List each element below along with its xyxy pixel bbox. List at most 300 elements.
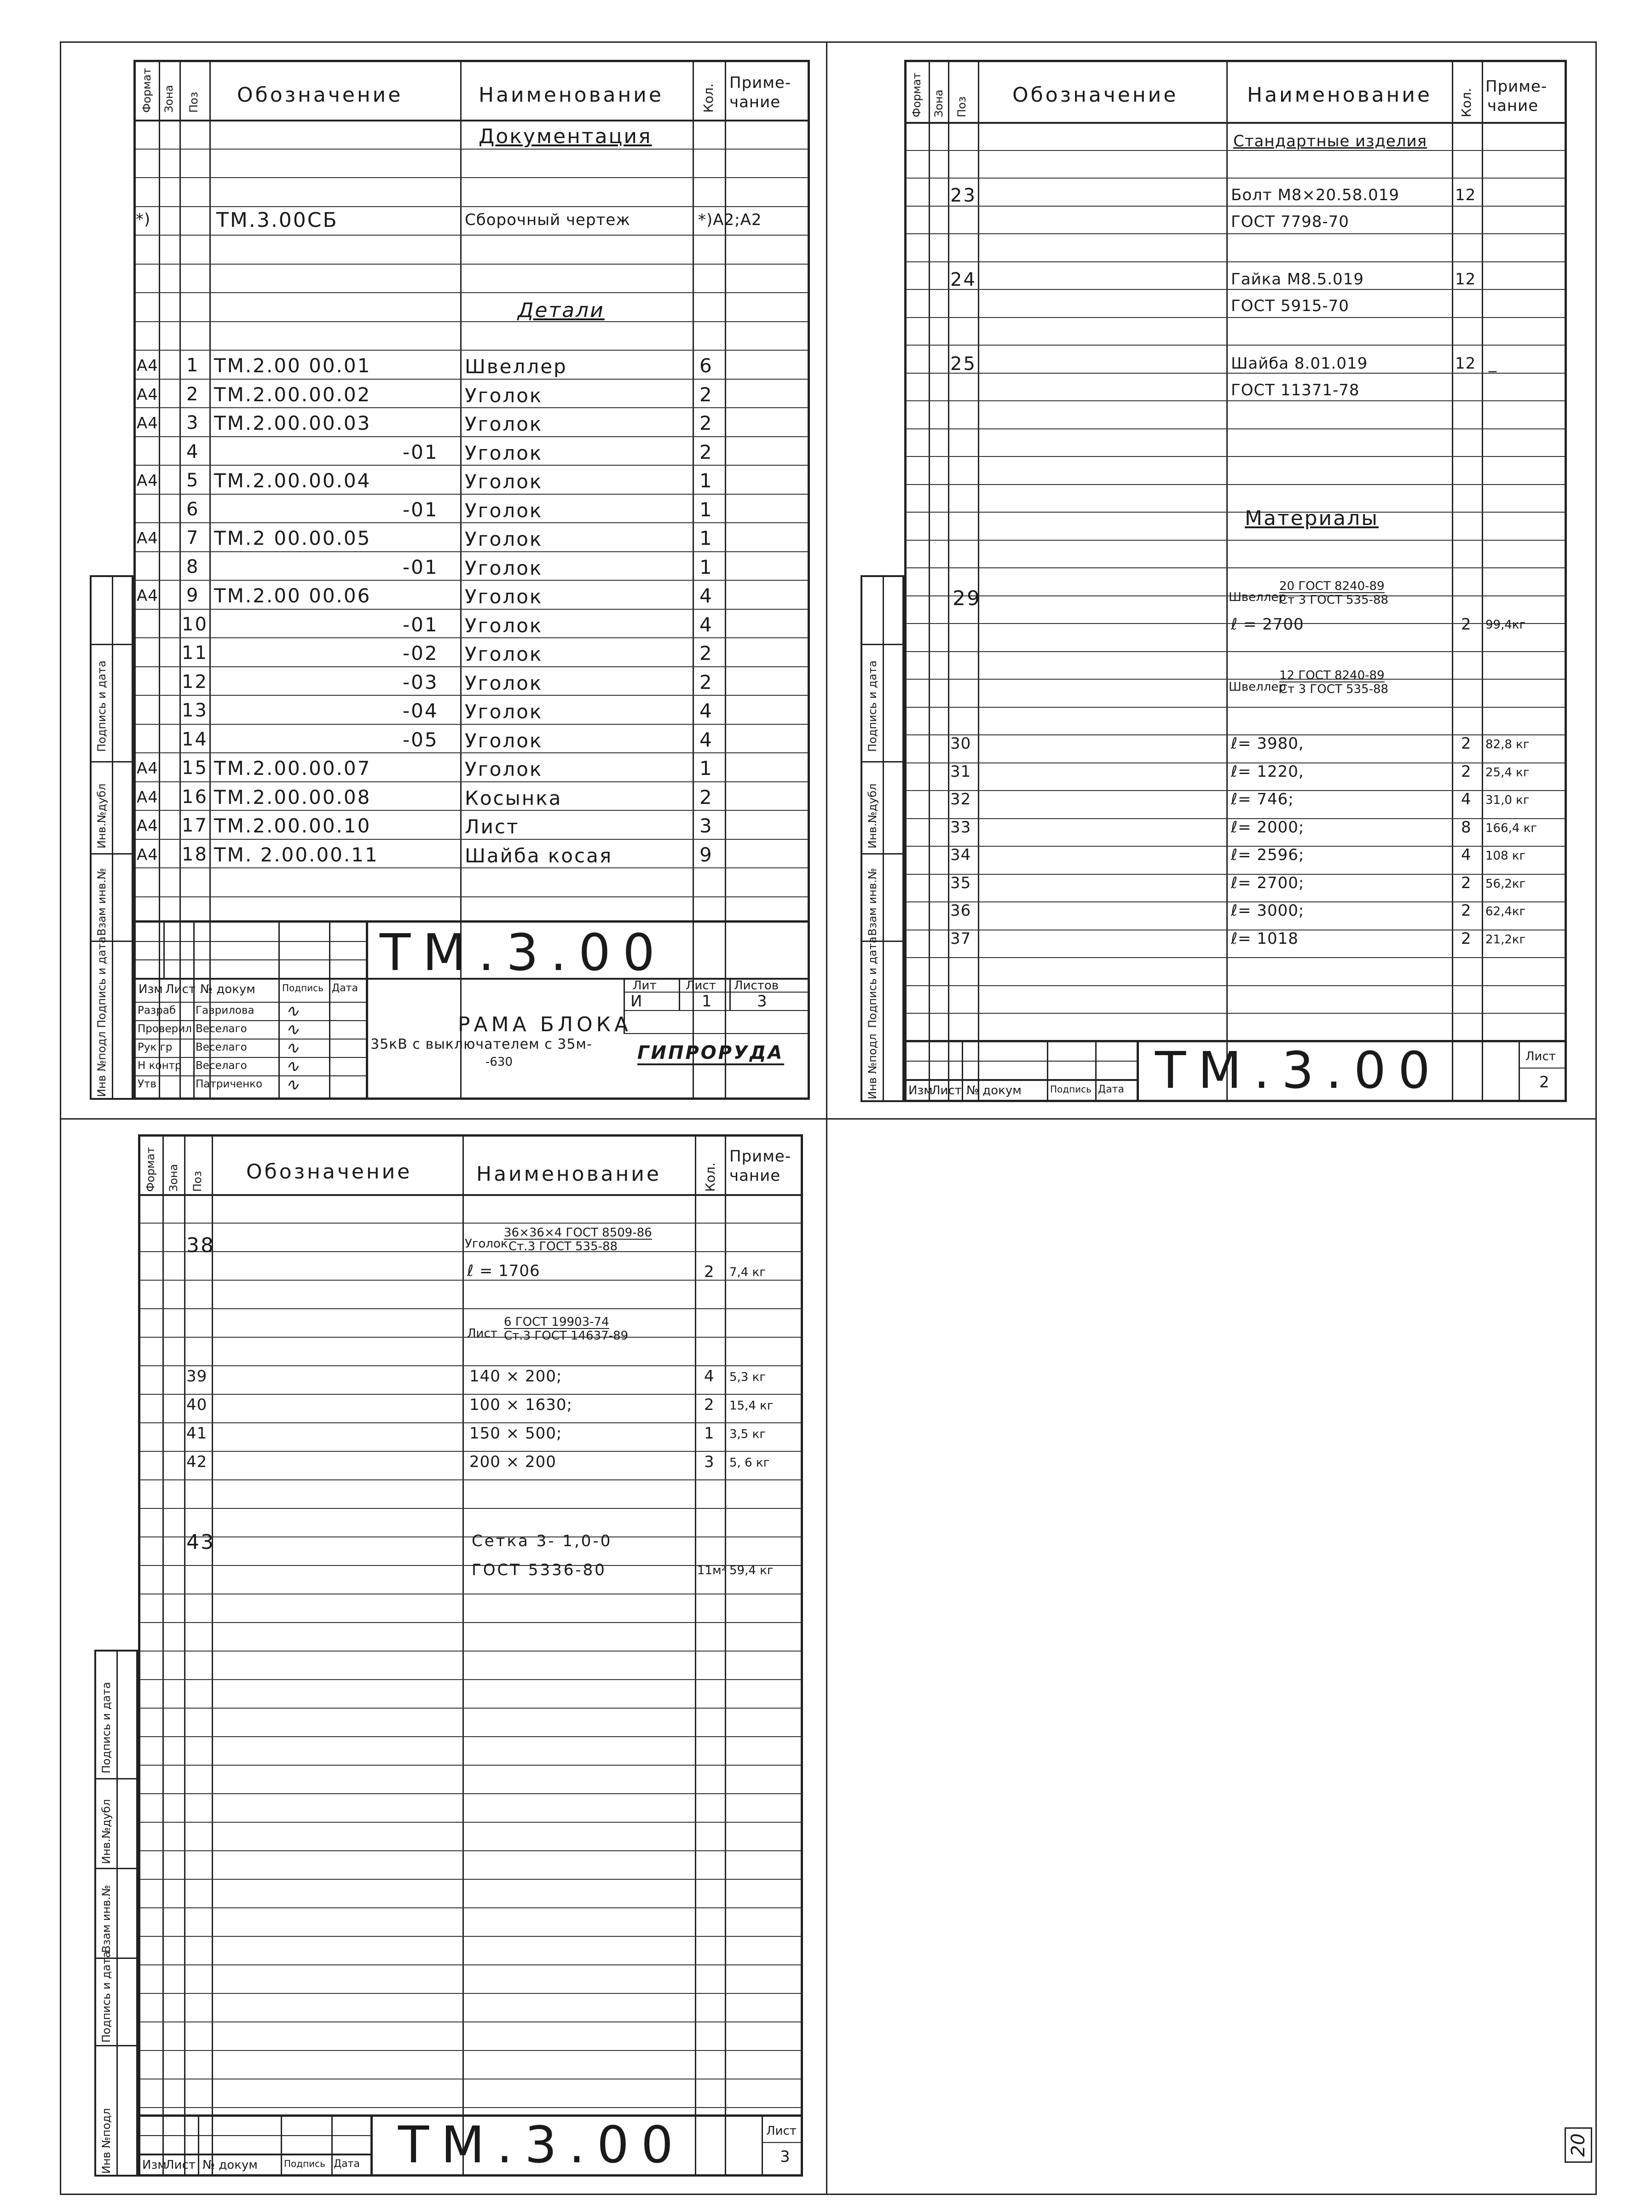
- std-name: Гайка М8.5.019: [1231, 270, 1364, 289]
- part-name: Уголок: [465, 528, 543, 550]
- row-line: [907, 345, 1565, 346]
- row-line: [136, 465, 808, 466]
- part-qty: 4: [699, 728, 713, 751]
- row-line: [907, 1013, 1565, 1014]
- part-position: 11: [182, 642, 208, 664]
- part-designation: -01: [403, 613, 439, 636]
- part-designation: -05: [403, 728, 439, 751]
- s3-row43-qty: 11м²: [697, 1564, 727, 1577]
- row-line: [140, 2050, 801, 2051]
- row-line: [136, 379, 808, 380]
- row-line: [140, 1936, 801, 1937]
- part-format: А4: [137, 587, 158, 605]
- s2-mat1-note: 99,4кг: [1485, 618, 1526, 632]
- tb2-col-doc: № докум: [966, 1084, 1022, 1097]
- part-position: 10: [182, 613, 208, 635]
- part-designation: ТМ.2.00.00.03: [214, 412, 371, 434]
- material-qty: 2: [1461, 762, 1472, 781]
- row-line: [140, 1479, 801, 1480]
- row-line: [907, 289, 1565, 290]
- row-line: [140, 1765, 801, 1766]
- row-line: [136, 292, 808, 293]
- part-designation: ТМ. 2.00.00.11: [214, 843, 379, 866]
- tb2-document-code: ТМ.3.00: [1155, 1041, 1442, 1100]
- s2-col-header-note-a: Приме-: [1485, 77, 1548, 96]
- material-length: ℓ= 3980,: [1231, 734, 1304, 753]
- std-position: 25: [950, 353, 976, 375]
- tb3-col-list: Лист: [165, 2158, 196, 2172]
- col-header-designation: Обозначение: [237, 83, 403, 107]
- s3-col-header-name: Наименование: [476, 1162, 661, 1186]
- part-designation: ТМ.2.00.00.04: [214, 469, 371, 492]
- sidebar3-inv-podl: Инв №подл: [100, 2108, 113, 2174]
- part-position: 8: [186, 556, 200, 578]
- part-name: Уголок: [465, 614, 543, 637]
- part-qty: 4: [699, 699, 713, 722]
- material-mass: 25,4 кг: [1485, 765, 1530, 780]
- part-position: 4: [186, 441, 200, 462]
- row-line: [907, 484, 1565, 485]
- sidebar2-podp-data: Подпись и дата: [866, 936, 879, 1028]
- row-line: [140, 1394, 801, 1395]
- part-position: 3: [186, 412, 200, 433]
- row-line: [140, 1308, 801, 1309]
- row-line: [907, 456, 1565, 457]
- row-line: [136, 695, 808, 696]
- row-line: [140, 1365, 801, 1366]
- part-position: 9: [186, 585, 200, 606]
- part-position: 16: [182, 786, 208, 808]
- part-position: 2: [186, 383, 200, 405]
- part-designation: ТМ.2.00.00.10: [214, 814, 371, 837]
- row-line: [907, 651, 1565, 652]
- row-line: [136, 867, 808, 868]
- row-line: [140, 1223, 801, 1224]
- row-line: [136, 724, 808, 725]
- row-line: [140, 1964, 801, 1965]
- s2-col-header-zone: Зона: [932, 89, 945, 117]
- sidebar1-podp-data: Подпись и дата: [95, 936, 108, 1028]
- row-line: [140, 1907, 801, 1908]
- std-standard: ГОСТ 11371-78: [1231, 381, 1360, 399]
- row-line: [136, 551, 808, 552]
- sidebar1-inv-podl: Инв №подл: [95, 1031, 108, 1097]
- tb1-col-doc: № докум: [200, 982, 255, 996]
- row-line: [136, 810, 808, 811]
- part-format: А4: [137, 385, 158, 404]
- row-line: [907, 540, 1565, 541]
- tb2-col-sign: Подпись: [1050, 1084, 1092, 1095]
- tb1-document-code: ТМ.3.00: [380, 923, 667, 982]
- sidebar2-podp-data2: Подпись и дата: [866, 660, 879, 752]
- material-qty: 2: [1461, 873, 1472, 892]
- part-name: Уголок: [465, 556, 543, 579]
- tb1-sheets-label: Листов: [734, 979, 779, 993]
- part-format: А4: [137, 788, 158, 807]
- row-line: [136, 637, 808, 638]
- part-position: 5: [186, 470, 200, 491]
- sheet-qty: 1: [704, 1424, 715, 1443]
- sheet-size: 200 × 200: [469, 1453, 556, 1471]
- std-standard: ГОСТ 5915-70: [1231, 297, 1349, 315]
- s3-row38-length: ℓ = 1706: [467, 1262, 540, 1280]
- row-line: [140, 1993, 801, 1994]
- row-line: [136, 494, 808, 495]
- sheet-position: 41: [186, 1424, 208, 1443]
- title-block-1: [136, 920, 808, 1097]
- s2-mat2-top: 12 ГОСТ 8240-89: [1279, 669, 1385, 682]
- tb1-col-list: Лист: [165, 982, 196, 996]
- sidebar3-podp-data2: Подпись и дата: [100, 1682, 113, 1773]
- part-qty: 1: [699, 469, 713, 492]
- material-position: 31: [950, 762, 971, 781]
- row-line: [140, 1736, 801, 1737]
- row-line: [140, 1679, 801, 1680]
- sheet-size: 140 × 200;: [469, 1367, 562, 1386]
- row-line: [907, 261, 1565, 262]
- s2-col-header-format: Формат: [910, 72, 923, 117]
- row-line: [140, 1422, 801, 1423]
- material-length: ℓ= 3000;: [1231, 901, 1305, 920]
- doc-name: Сборочный чертеж: [465, 211, 630, 229]
- sidebar3-podp-data: Подпись и дата: [100, 1951, 113, 2043]
- sidebar1-inv-dubl: Инв.№дубл: [95, 783, 108, 849]
- signature-mark: ∿: [285, 1075, 300, 1094]
- s3-row43-note: 59,4 кг: [729, 1564, 774, 1577]
- tb1-title-line2: 35кВ с выключателем с 35м-: [370, 1036, 592, 1052]
- part-position: 13: [182, 700, 208, 721]
- s3-row43-pos: 43: [186, 1530, 215, 1554]
- row-line: [136, 177, 808, 178]
- tb1-col-sign: Подпись: [282, 982, 323, 993]
- row-line: [140, 2021, 801, 2022]
- s3-list-bottom: Ст.3 ГОСТ 14637-89: [504, 1329, 629, 1343]
- row-line: [136, 752, 808, 753]
- material-length: ℓ= 2000;: [1231, 818, 1305, 837]
- row-line: [907, 428, 1565, 429]
- sheet-qty: 3: [704, 1453, 715, 1471]
- material-qty: 4: [1461, 846, 1472, 864]
- tb3-col-doc: № докум: [202, 2158, 258, 2172]
- row-line: [136, 609, 808, 610]
- part-qty: 9: [699, 843, 713, 866]
- sidebar2-vzam: Взам инв.№: [866, 868, 879, 936]
- part-qty: 1: [699, 757, 713, 780]
- row-line: [140, 1622, 801, 1623]
- s3-row38-bottom: Ст.3 ГОСТ 535-88: [508, 1240, 618, 1253]
- part-name: Уголок: [465, 700, 543, 723]
- row-line: [136, 436, 808, 437]
- row-line: [140, 1850, 801, 1851]
- sidebar-sheet3: [94, 1650, 138, 2177]
- s3-row38-note: 7,4 кг: [729, 1265, 766, 1279]
- row-line: [136, 666, 808, 667]
- s3-row38-qty: 2: [704, 1263, 715, 1281]
- row-line: [140, 1793, 801, 1794]
- section-documentation: Документация: [479, 125, 652, 148]
- part-format: А4: [137, 529, 158, 548]
- s3-row38-top: 36×36×4 ГОСТ 8509-86: [504, 1226, 652, 1240]
- tb1-title-line1: РАМА БЛОКА: [458, 1013, 632, 1036]
- part-designation: -01: [403, 555, 439, 578]
- material-position: 34: [950, 846, 971, 864]
- row-line: [907, 957, 1565, 958]
- role-label: Проверил: [138, 1023, 192, 1035]
- tb3-document-code: ТМ.3.00: [398, 2115, 685, 2174]
- part-position: 15: [182, 757, 208, 779]
- part-name: Уголок: [465, 470, 543, 493]
- role-label: Утв: [138, 1078, 156, 1090]
- part-format: А4: [137, 845, 158, 864]
- part-position: 1: [186, 355, 200, 376]
- tb2-sheet-label: Лист: [1525, 1050, 1556, 1063]
- part-name: Шайба косая: [465, 844, 613, 867]
- s3-col-header-format: Формат: [144, 1147, 157, 1192]
- part-name: Уголок: [465, 729, 543, 752]
- doc-designation: ТМ.3.00СБ: [216, 208, 338, 232]
- material-qty: 4: [1461, 790, 1472, 809]
- s3-row43-line2: ГОСТ 5336-80: [472, 1561, 607, 1579]
- part-qty: 2: [699, 642, 713, 664]
- sheet-qty: 4: [704, 1367, 715, 1386]
- row-line: [136, 522, 808, 523]
- tb1-col-izm: Изм: [139, 982, 163, 996]
- row-line: [136, 206, 808, 207]
- material-length: ℓ= 2596;: [1231, 846, 1305, 864]
- part-name: Косынка: [465, 786, 562, 809]
- std-qty: 12: [1455, 270, 1476, 289]
- material-position: 35: [950, 873, 971, 892]
- part-name: Уголок: [465, 758, 543, 780]
- s2-mat1-bottom: Ст 3 ГОСТ 535-88: [1279, 593, 1389, 607]
- part-position: 7: [186, 527, 200, 549]
- s3-col-header-qty: Кол.: [703, 1162, 718, 1192]
- tb2-col-date: Дата: [1098, 1084, 1124, 1095]
- material-qty: 2: [1461, 929, 1472, 948]
- tb1-title-line3: -630: [485, 1055, 513, 1069]
- section-parts: Детали: [518, 299, 605, 322]
- part-designation: ТМ.2.00 00.06: [214, 584, 371, 607]
- role-label: Разраб: [138, 1005, 176, 1016]
- material-qty: 2: [1461, 901, 1472, 920]
- col-header-qty: Кол.: [701, 83, 716, 113]
- sheet-position: 40: [186, 1396, 208, 1414]
- s2-mat2-bottom: Ст 3 ГОСТ 535-88: [1279, 682, 1389, 696]
- col-header-format: Формат: [140, 68, 153, 113]
- col-header-name: Наименование: [479, 83, 664, 107]
- std-position: 24: [950, 269, 976, 290]
- part-format: А4: [137, 472, 158, 490]
- sheet-size: 100 × 1630;: [469, 1396, 572, 1414]
- tb3-col-sign: Подпись: [284, 2158, 325, 2169]
- part-designation: ТМ.2.00 00.01: [214, 354, 371, 377]
- row-line: [136, 407, 808, 408]
- tb3-sheet-label: Лист: [766, 2124, 797, 2138]
- signature-mark: ∿: [285, 1057, 300, 1076]
- col-header-zone: Зона: [162, 85, 175, 113]
- part-name: Уголок: [465, 441, 543, 464]
- s3-list-top: 6 ГОСТ 19903-74: [504, 1315, 609, 1329]
- title-block-2: [907, 1040, 1565, 1100]
- part-designation: -01: [403, 440, 439, 463]
- part-qty: 1: [699, 527, 713, 549]
- tb2-sheet-number: 2: [1539, 1073, 1550, 1092]
- part-name: Швеллер: [465, 355, 567, 378]
- material-mass: 31,0 кг: [1485, 793, 1530, 807]
- std-note: _: [1489, 354, 1497, 373]
- sheet-size: 150 × 500;: [469, 1424, 562, 1443]
- sidebar-sheet2: [861, 575, 904, 1102]
- part-name: Уголок: [465, 384, 543, 407]
- s3-row38-pos: 38: [186, 1234, 215, 1257]
- part-qty: 1: [699, 498, 713, 521]
- title-block-3: [140, 2114, 801, 2174]
- std-name: Шайба 8.01.019: [1231, 354, 1368, 373]
- sidebar1-vzam: Взам инв.№: [95, 868, 108, 936]
- row-line: [907, 512, 1565, 513]
- sheet-mass: 15,4 кг: [729, 1399, 774, 1413]
- s2-col-header-designation: Обозначение: [1012, 83, 1178, 107]
- s2-mat2-prefix: Швеллер: [1229, 680, 1286, 694]
- s2-col-header-note-b: чание: [1487, 97, 1539, 115]
- material-length: ℓ= 1220,: [1231, 762, 1304, 781]
- material-qty: 8: [1461, 818, 1472, 837]
- material-mass: 62,4кг: [1485, 905, 1526, 918]
- row-line: [136, 264, 808, 265]
- part-position: 12: [182, 671, 208, 693]
- part-format: А4: [137, 357, 158, 375]
- col-header-note-b: чание: [729, 93, 781, 111]
- row-line: [140, 1879, 801, 1880]
- material-length: ℓ= 2700;: [1231, 873, 1305, 892]
- sheet-3: [138, 1134, 803, 2177]
- material-length: ℓ= 746;: [1231, 790, 1294, 809]
- part-qty: 2: [699, 412, 713, 434]
- role-name: Веселаго: [196, 1023, 247, 1035]
- std-qty: 12: [1455, 186, 1476, 204]
- material-position: 36: [950, 901, 971, 920]
- part-position: 14: [182, 728, 208, 750]
- part-qty: 2: [699, 440, 713, 463]
- s2-mat1-qty: 2: [1461, 615, 1472, 634]
- row-line: [140, 1651, 801, 1652]
- material-mass: 21,2кг: [1485, 932, 1526, 947]
- col-header-pos: Поз: [187, 92, 200, 113]
- std-standard: ГОСТ 7798-70: [1231, 213, 1349, 231]
- tb3-sheet-number: 3: [780, 2148, 791, 2166]
- sheet-1: [133, 60, 810, 1100]
- part-name: Уголок: [465, 643, 543, 665]
- part-qty: 2: [699, 785, 713, 809]
- sheet-2: [904, 60, 1567, 1102]
- part-qty: 2: [699, 383, 713, 406]
- gipro-ruda-logo: ГИПРОРУДА: [637, 1042, 784, 1065]
- s3-col-header-pos: Поз: [191, 1171, 204, 1192]
- s2-mat1-prefix: Швеллер: [1229, 590, 1286, 604]
- row-line: [136, 321, 808, 322]
- part-designation: ТМ.2.00.00.08: [214, 785, 371, 809]
- tb3-col-date: Дата: [334, 2158, 360, 2170]
- part-designation: -03: [403, 670, 439, 693]
- s3-col-header-designation: Обозначение: [246, 1160, 412, 1184]
- row-line: [907, 317, 1565, 318]
- sheet-position: 42: [186, 1453, 208, 1471]
- section-standard-items: Стандартные изделия: [1233, 132, 1427, 150]
- row-line: [140, 1708, 801, 1709]
- part-qty: 4: [699, 584, 713, 607]
- role-name: Патриченко: [196, 1078, 263, 1090]
- row-line: [136, 580, 808, 581]
- material-length: ℓ= 1018: [1231, 929, 1299, 948]
- part-designation: ТМ.2.00.00.07: [214, 757, 371, 780]
- page-number: 20: [1565, 2127, 1592, 2163]
- sidebar3-vzam: Взам инв.№: [100, 1885, 113, 1953]
- row-line: [136, 839, 808, 840]
- tb1-sheet: 1: [702, 992, 712, 1011]
- material-mass: 166,4 кг: [1485, 821, 1537, 835]
- part-designation: -04: [403, 699, 439, 722]
- s2-col-header-pos: Поз: [955, 96, 968, 117]
- row-line: [907, 400, 1565, 401]
- role-label: Рук гр: [138, 1041, 173, 1053]
- row-line: [136, 350, 808, 351]
- signature-mark: ∿: [285, 1039, 300, 1057]
- s2-mat1-length: ℓ = 2700: [1231, 615, 1304, 634]
- part-name: Уголок: [465, 413, 543, 435]
- part-name: Уголок: [465, 671, 543, 694]
- sidebar3-inv-dubl: Инв.№дубл: [100, 1799, 113, 1864]
- s3-row38-prefix: Уголок: [465, 1237, 508, 1251]
- tb2-col-list: Лист: [931, 1084, 962, 1097]
- tb1-lit: И: [630, 992, 643, 1011]
- part-qty: 2: [699, 670, 713, 693]
- std-name: Болт М8×20.58.019: [1231, 186, 1399, 204]
- part-designation: ТМ.2.00.00.02: [214, 383, 371, 406]
- row-line: [907, 233, 1565, 234]
- tb1-lit-label: Лит: [633, 979, 657, 993]
- tb1-sheets: 3: [757, 992, 768, 1011]
- tb3-col-izm: Изм: [142, 2158, 167, 2172]
- sidebar1-podp-data2: Подпись и дата: [95, 660, 108, 752]
- col-header-note-a: Приме-: [729, 74, 791, 92]
- part-qty: 4: [699, 613, 713, 636]
- part-designation: -02: [403, 642, 439, 664]
- material-position: 33: [950, 818, 971, 837]
- part-name: Уголок: [465, 499, 543, 522]
- part-format: А4: [137, 759, 158, 778]
- s2-col-header-name: Наименование: [1247, 83, 1432, 107]
- part-designation: ТМ.2 00.00.05: [214, 527, 371, 549]
- std-qty: 12: [1455, 354, 1476, 373]
- row-line: [907, 206, 1565, 207]
- row-line: [907, 567, 1565, 568]
- s3-col-header-zone: Зона: [167, 1164, 180, 1192]
- row-line: [907, 178, 1565, 179]
- row-line: [907, 707, 1565, 708]
- s2-mat1-top: 20 ГОСТ 8240-89: [1279, 579, 1385, 593]
- part-position: 18: [182, 843, 208, 865]
- role-name: Гаврилова: [196, 1005, 254, 1016]
- part-format: А4: [137, 414, 158, 433]
- sheet-mass: 5, 6 кг: [729, 1456, 770, 1470]
- row-line: [140, 1508, 801, 1509]
- part-qty: 1: [699, 555, 713, 578]
- part-format: А4: [137, 817, 158, 835]
- sidebar2-inv-dubl: Инв.№дубл: [866, 783, 879, 849]
- sidebar-sheet1: [90, 575, 133, 1100]
- material-mass: 108 кг: [1485, 849, 1526, 863]
- row-line: [136, 896, 808, 897]
